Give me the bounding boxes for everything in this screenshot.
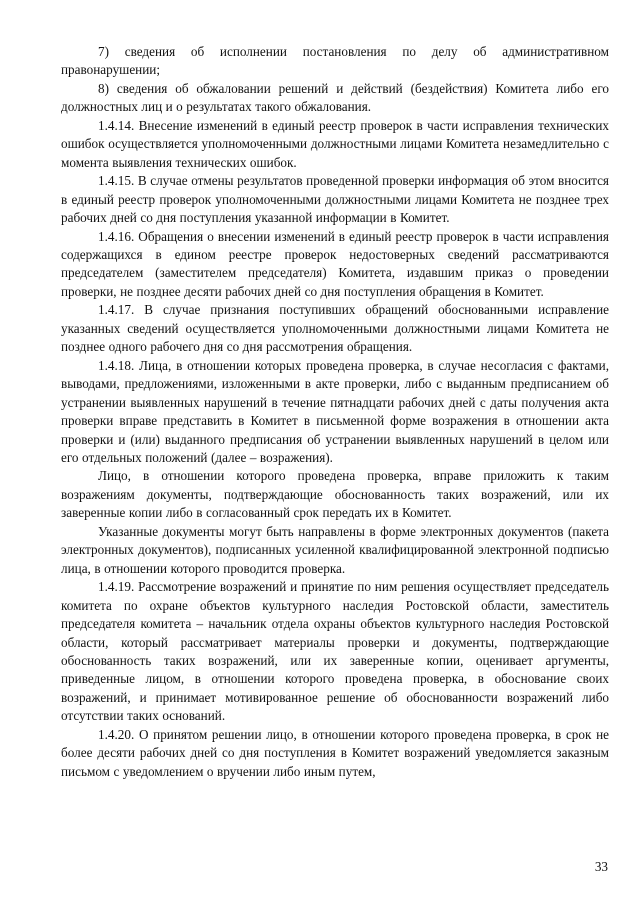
paragraph-objections-attachments: Лицо, в отношении которого проведена проверка, вправе приложить к таким возражениям документы, подтверждающие обоснованность таких возражений, или их заверенные копии либо в согласованный срок передать их в Комитет. <box>61 468 609 521</box>
paragraph-item-8: 8) сведения об обжаловании решений и действий (бездействия) Комитета либо его должностных лиц и о результатах такого обжалования. <box>61 80 609 115</box>
paragraph-1-4-20: 1.4.20. О принятом решении лицо, в отношении которого проведена проверка, в срок не более десяти рабочих дней со дня поступления в Комитет возражений уведомляется заказным письмом с уведомлением о вручении либо иным путем, <box>61 726 609 779</box>
paragraph-electronic-documents: Указанные документы могут быть направлены в форме электронных документов (пакета электронных документов), подписанных усиленной квалифицированной электронной подписью лица, в отношении которого проводится проверка. <box>61 523 609 576</box>
paragraph-1-4-16: 1.4.16. Обращения о внесении изменений в единый реестр проверок в части исправления содержащихся в едином реестре проверок недостоверных сведений рассматриваются председателем (заместителем председателя) Комитета, издавшим приказ о проведении проверки, не позднее десяти рабочих дней со дня поступления обращения в Комитет. <box>61 228 609 299</box>
paragraph-1-4-17: 1.4.17. В случае признания поступивших обращений обоснованными исправление указанных сведений осуществляется уполномоченными должностными лицами Комитета не позднее одного рабочего дня со дня рассмотрения обращения. <box>61 302 609 355</box>
paragraph-item-7: 7) сведения об исполнении постановления по делу об административном правонарушении; <box>61 44 609 78</box>
document-body <box>61 43 609 781</box>
paragraph-1-4-15: 1.4.15. В случае отмены результатов проведенной проверки информация об этом вносится в единый реестр проверок уполномоченными должностными лицами Комитета не позднее трех рабочих дней со дня поступления указанной информации в Комитет. <box>61 173 609 226</box>
page-number: 33 <box>594 859 608 874</box>
paragraph-1-4-14: 1.4.14. Внесение изменений в единый реестр проверок в части исправления технических ошибок осуществляется уполномоченными должностными лицами Комитета незамедлительно с момента выявления технических ошибок. <box>61 117 609 170</box>
paragraph-1-4-19: 1.4.19. Рассмотрение возражений и принятие по ним решения осуществляет председатель комитета по охране объектов культурного наследия Ростовской области, заместитель председателя комитета – начальник отдела охраны объектов культурного наследия Ростовской области, который рассматривает материалы проверки и документы, подтверждающие обоснованность таких возражений, или их заверенные копии, оценивает аргументы, приведенные лицом, в отношении которого проведена проверка, в обоснование своих возражений, и принимает мотивированное решение об обоснованности возражений либо отсутствии таких оснований. <box>61 579 609 724</box>
paragraph-1-4-18: 1.4.18. Лица, в отношении которых проведена проверка, в случае несогласия с фактами, выводами, предложениями, изложенными в акте проверки, либо с выданным предписанием об устранении выявленных нарушений в течение пятнадцати рабочих дней с даты получения акта проверки вправе представить в Комитет в письменной форме возражения в отношении акта проверки и (или) выданного предписания об устранении выявленных нарушений в целом или его отдельных положений (далее – возражения). <box>61 357 609 465</box>
